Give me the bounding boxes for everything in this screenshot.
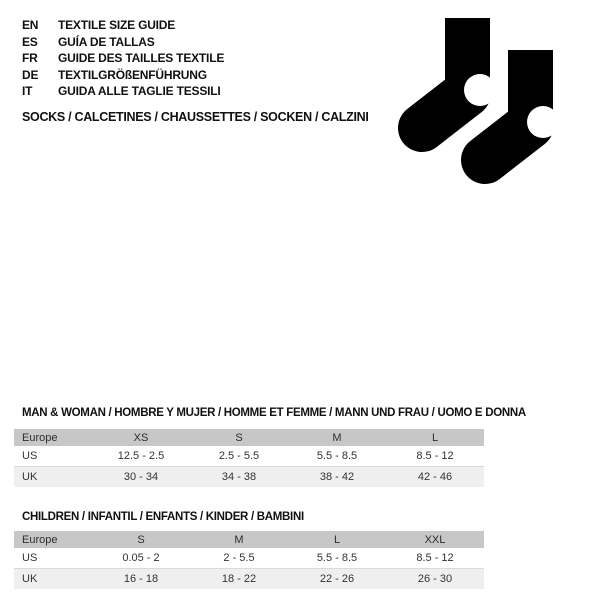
size-cell: 42 - 46 — [386, 467, 484, 488]
size-cell: 30 - 34 — [92, 467, 190, 488]
language-code: ES — [22, 34, 38, 49]
size-cell: 8.5 - 12 — [386, 548, 484, 569]
socks-icon — [397, 8, 567, 178]
language-row — [22, 17, 224, 34]
language-row — [22, 83, 224, 100]
man-woman-size-table — [14, 429, 484, 487]
table-row — [14, 467, 484, 488]
column-header: S — [190, 429, 288, 446]
size-cell: 8.5 - 12 — [386, 446, 484, 467]
size-cell: 16 - 18 — [92, 569, 190, 590]
size-cell: 5.5 - 8.5 — [288, 548, 386, 569]
language-label: GUÍA DE TALLAS — [58, 34, 155, 49]
column-header: Europe — [14, 531, 92, 548]
size-cell: 18 - 22 — [190, 569, 288, 590]
region-cell: US — [14, 548, 92, 569]
column-header: S — [92, 531, 190, 548]
column-header: L — [386, 429, 484, 446]
region-cell: US — [14, 446, 92, 467]
language-code: EN — [22, 18, 39, 32]
table-row — [14, 569, 484, 590]
language-label: GUIDE DES TAILLES TEXTILE — [58, 51, 225, 66]
size-cell: 2.5 - 5.5 — [190, 446, 288, 467]
socks-icon-svg — [397, 8, 567, 178]
size-cell: 12.5 - 2.5 — [92, 446, 190, 467]
column-header: M — [190, 531, 288, 548]
language-label: GUIDA ALLE TAGLIE TESSILI — [58, 84, 221, 99]
column-header: XS — [92, 429, 190, 446]
language-code: IT — [22, 84, 33, 99]
man-woman-table-title: MAN & WOMAN / HOMBRE Y MUJER / HOMME ET FEMME / MANN UND FRAU / UOMO E DONNA — [22, 407, 526, 419]
table-header-row — [14, 429, 484, 446]
column-header: M — [288, 429, 386, 446]
column-header: XXL — [386, 531, 484, 548]
language-label: TEXTILE SIZE GUIDE — [58, 18, 176, 32]
language-row — [22, 34, 224, 51]
size-cell: 2 - 5.5 — [190, 548, 288, 569]
size-cell: 38 - 42 — [288, 467, 386, 488]
table-row — [14, 548, 484, 569]
region-cell: UK — [14, 467, 92, 488]
language-label: TEXTILGRÖßENFÜHRUNG — [58, 67, 207, 82]
language-row — [22, 67, 224, 84]
column-header: L — [288, 531, 386, 548]
size-cell: 34 - 38 — [190, 467, 288, 488]
category-title: SOCKS / CALCETINES / CHAUSSETTES / SOCKEN / CALZINI — [22, 110, 369, 124]
size-cell: 26 - 30 — [386, 569, 484, 590]
region-cell: UK — [14, 569, 92, 590]
table-header-row — [14, 531, 484, 548]
children-size-table — [14, 531, 484, 589]
size-cell: 0.05 - 2 — [92, 548, 190, 569]
size-cell: 22 - 26 — [288, 569, 386, 590]
size-cell: 5.5 - 8.5 — [288, 446, 386, 467]
language-code: FR — [22, 51, 38, 66]
language-row — [22, 50, 224, 67]
children-table-title: CHILDREN / INFANTIL / ENFANTS / KINDER / BAMBINI — [22, 511, 304, 523]
language-list — [22, 17, 224, 100]
table-row — [14, 446, 484, 467]
column-header: Europe — [14, 429, 92, 446]
language-code: DE — [22, 67, 39, 82]
